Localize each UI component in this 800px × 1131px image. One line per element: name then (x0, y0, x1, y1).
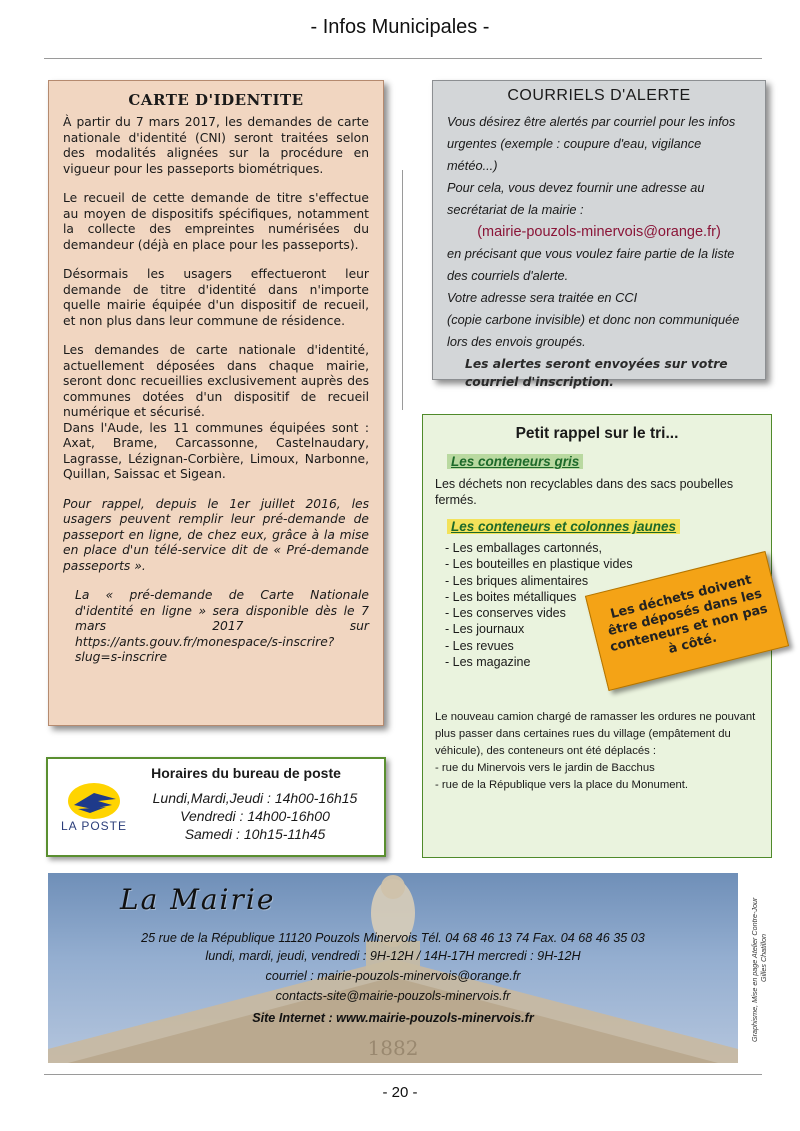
town-hall-panel (48, 873, 738, 1063)
cni-paragraph-4: Les demandes de carte nationale d'identité, actuellement déposées dans chaque mairie, seront donc recueillies exclusivement auprès des communes dotées d'un dispositif de recueil numérique et sécurisé. (63, 343, 369, 419)
post-office-hours (140, 789, 370, 843)
list-item: - Les bouteilles en plastique vides (445, 557, 633, 572)
town-hall-address: 25 rue de la République 11120 Pouzols Minervois Tél. 04 68 46 13 74 Fax. 04 68 46 35 03 (141, 931, 645, 945)
alert-line-5: en précisant que vous voulez faire partie de la liste (447, 246, 735, 261)
note-line: Le nouveau camion chargé de ramasser les ordures ne pouvant (435, 711, 756, 723)
list-item: - Les revues (445, 638, 514, 653)
alert-email-link[interactable]: (mairie-pouzols-minervois@orange.fr) (477, 224, 721, 240)
alert-line-8: (copie carbone invisible) et donc non communiquée (447, 312, 740, 327)
note-line: véhicule), des conteneurs ont été déplacés : (435, 745, 657, 757)
post-office-title: Horaires du bureau de poste (151, 765, 341, 781)
page-header-title: - Infos Municipales - (310, 16, 490, 38)
header-divider (44, 58, 762, 59)
list-item: - Les conserves vides (445, 606, 566, 621)
grey-containers-label: Les conteneurs gris (447, 454, 583, 469)
alert-panel (432, 80, 766, 389)
alert-line-2: urgentes (exemple : coupure d'eau, vigilance météo...) (447, 136, 702, 173)
alert-line-1: Vous désirez être alertés par courriel pour les infos (447, 114, 736, 129)
town-hall-website[interactable]: Site Internet : www.mairie-pouzols-minervois.fr (252, 1011, 534, 1025)
post-hours-friday: Vendredi : 14h00-16h00 (180, 808, 330, 824)
post-hours-weekdays: Lundi,Mardi,Jeudi : 14h00-16h15 (152, 790, 358, 806)
town-hall-title: La Mairie (120, 883, 276, 916)
grey-containers-text: Les déchets non recyclables dans des sacs poubelles fermés. (435, 477, 734, 507)
alert-title: COURRIELS D'ALERTE (507, 87, 691, 104)
note-line: plus passer dans certaines rues du village (empâtement du (435, 728, 731, 740)
alert-line-4: secrétariat de la mairie : (447, 202, 584, 217)
list-item: - Les emballages cartonnés, (445, 541, 603, 555)
town-hall-contact-email[interactable]: contacts-site@mairie-pouzols-minervois.fr (275, 989, 511, 1003)
cni-paragraph-7: La « pré-demande de Carte Nationale d'identité en ligne » sera disponible dès le 7 mars 2017 sur https://ants.gouv.fr/monespace/s-inscrire?slug=s-inscrire (75, 588, 369, 664)
yellow-containers-label: Les conteneurs et colonnes jaunes (447, 519, 680, 534)
design-credit (746, 882, 776, 1058)
list-item: - Les magazine (445, 655, 531, 670)
note-line: - rue du Minervois vers le jardin de Bacchus (435, 762, 655, 774)
cni-paragraph-3: Désormais les usagers effectueront leur demande de titre d'identité dans n'importe quelle mairie équipée d'un dispositif de recueil, et non plus dans leur commune de résidence. (63, 267, 369, 328)
list-item: - Les boites métalliques (445, 589, 577, 604)
list-item: - Les journaux (445, 622, 525, 637)
la-poste-logo-text: LA POSTE (60, 819, 128, 833)
alert-line-9: lors des envois groupés. (447, 334, 586, 349)
container-relocation-note (435, 709, 765, 794)
cni-panel (48, 80, 384, 726)
cni-paragraph-6: Pour rappel, depuis le 1er juillet 2016, les usagers peuvent remplir leur pré-demande de passeport en ligne, de chez eux, grâce à la mise en place d'un télé-service dit de « Pré-demande passeports ». (63, 496, 369, 573)
alert-line-6: des courriels d'alerte. (447, 268, 569, 283)
credit-line-1: Graphisme, Mise en page Atelier Contre-Jour (750, 897, 759, 1042)
alert-line-7: Votre adresse sera traitée en CCI (447, 290, 638, 305)
cni-title: CARTE D'IDENTITE (128, 91, 304, 109)
page-number: - 20 - (382, 1084, 418, 1101)
cni-paragraph-5: Dans l'Aude, les 11 communes équipées sont : Axat, Brame, Carcassonne, Castelnaudary, Lagrasse, Lézignan-Corbière, Limoux, Narbonne, Quillan, Saissac et Sigean. (63, 420, 369, 481)
post-hours-saturday: Samedi : 10h15-11h45 (184, 826, 326, 842)
recycling-title: Petit rappel sur le tri... (515, 425, 679, 442)
alert-line-3: Pour cela, vous devez fournir une adresse au (447, 180, 705, 195)
sticky-reminder-text: Les déchets doivent être déposés dans les conteneurs et non pas à côté. (606, 572, 770, 658)
town-hall-hours: lundi, mardi, jeudi, vendredi : 9H-12H / 14H-17H mercredi : 9H-12H (205, 949, 581, 963)
cni-paragraph-1: À partir du 7 mars 2017, les demandes de carte nationale d'identité (CNI) seront traitées selon des modalités alignées sur la procédure en vigueur pour les passeports biométriques. (63, 115, 369, 176)
la-poste-logo-icon (54, 779, 134, 843)
alert-footer-note: Les alertes seront envoyées sur votre courriel d'inscription. (465, 357, 728, 389)
town-hall-email[interactable]: courriel : mairie-pouzols-minervois@orange.fr (265, 969, 521, 983)
design-credit-text (750, 898, 768, 1042)
post-office-panel (46, 757, 386, 857)
column-divider (402, 170, 403, 410)
credit-line-2: Gilles Chatillon (759, 934, 768, 982)
pediment-year: 1882 (367, 1036, 419, 1060)
note-line: - rue de la République vers la place du Monument. (435, 779, 689, 791)
list-item: - Les briques alimentaires (445, 573, 589, 588)
cni-paragraph-2: Le recueil de cette demande de titre s'effectue au moyen de dispositifs spécifiques, notamment la collecte des empreintes numérisées du demandeur (déjà en place pour les passeports). (63, 191, 369, 252)
footer-divider (44, 1074, 762, 1075)
